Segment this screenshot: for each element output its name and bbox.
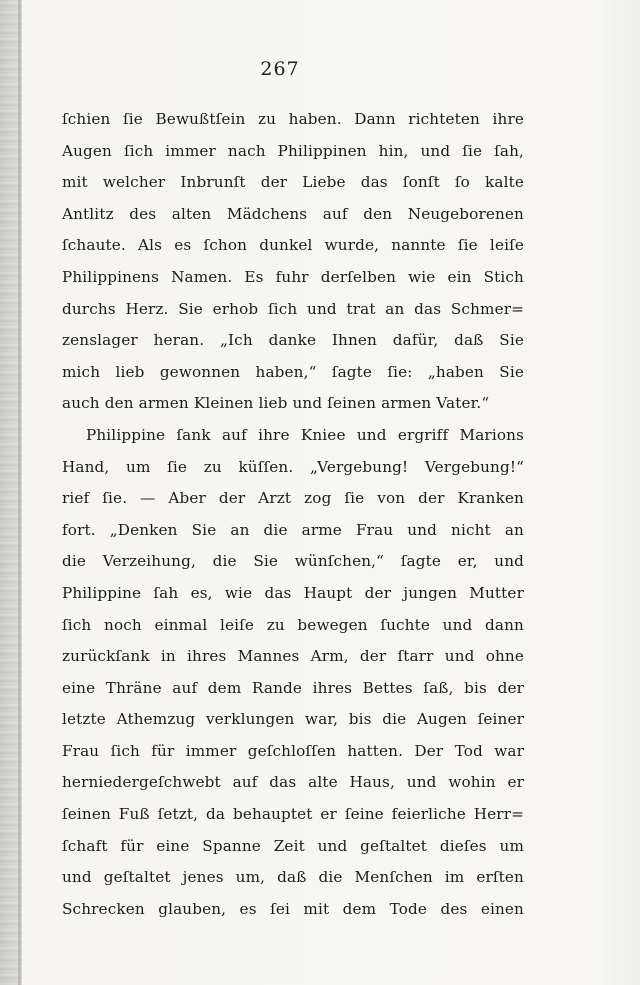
text-line: zurückſank in ihres Mannes Arm, der ſtarr und ohne xyxy=(62,647,524,666)
text-line: Hand, um ſie zu küſſen. „Vergebung! Vergebung!“ xyxy=(62,457,524,476)
text-line: die Verzeihung, die Sie wünſchen,“ ſagte er, und xyxy=(62,552,524,571)
text-line: fort. „Denken Sie an die arme Frau und nicht an xyxy=(62,520,524,539)
text-line: Antlitz des alten Mädchens auf den Neugeborenen xyxy=(62,204,524,223)
text-line: und geſtaltet jenes um, daß die Menſchen im erſten xyxy=(62,868,524,887)
text-line: Philippinens Namen. Es fuhr derſelben wie ein Stich xyxy=(62,267,524,286)
text-line: Augen ſich immer nach Philippinen hin, und ſie ſah, xyxy=(62,141,524,160)
text-line: mich lieb gewonnen haben,“ ſagte ſie: „haben Sie xyxy=(62,362,524,381)
page-number: 267 xyxy=(260,58,300,80)
text-line: herniedergeſchwebt auf das alte Haus, und wohin er xyxy=(62,773,524,792)
text-line: ſchaft für eine Spanne Zeit und geſtaltet dieſes um xyxy=(62,836,524,855)
text-line: rief ſie. — Aber der Arzt zog ſie von der Kranken xyxy=(62,489,524,508)
text-line: eine Thräne auf dem Rande ihres Bettes ſaß, bis der xyxy=(62,678,524,697)
paragraph-start-line: Philippine ſank auf ihre Kniee und ergriff Marions xyxy=(86,425,524,444)
text-line: Philippine ſah es, wie das Haupt der jungen Mutter xyxy=(62,583,524,602)
page-edge xyxy=(18,0,21,985)
text-line: auch den armen Kleinen lieb und ſeinen armen Vater.“ xyxy=(62,394,490,413)
text-line: letzte Athemzug verklungen war, bis die Augen ſeiner xyxy=(62,710,524,729)
text-line: Frau ſich für immer geſchloſſen hatten. Der Tod war xyxy=(62,741,524,760)
body-text xyxy=(62,104,524,925)
text-line: Schrecken glauben, es ſei mit dem Tode des einen xyxy=(62,899,524,918)
text-line: ſeinen Fuß ſetzt, da behauptet er ſeine feierliche Herr= xyxy=(62,805,524,824)
text-line: zenslager heran. „Ich danke Ihnen dafür, daß Sie xyxy=(62,331,524,350)
text-line: ſchien ſie Bewußtſein zu haben. Dann richteten ihre xyxy=(62,110,524,128)
text-line: ſchaute. Als es ſchon dunkel wurde, nannte ſie leiſe xyxy=(62,236,524,255)
text-line: durchs Herz. Sie erhob ſich und trat an das Schmer= xyxy=(62,299,524,318)
text-line: mit welcher Inbrunſt der Liebe das ſonſt ſo kalte xyxy=(62,173,524,192)
text-line: ſich noch einmal leiſe zu bewegen ſuchte und dann xyxy=(62,615,524,634)
